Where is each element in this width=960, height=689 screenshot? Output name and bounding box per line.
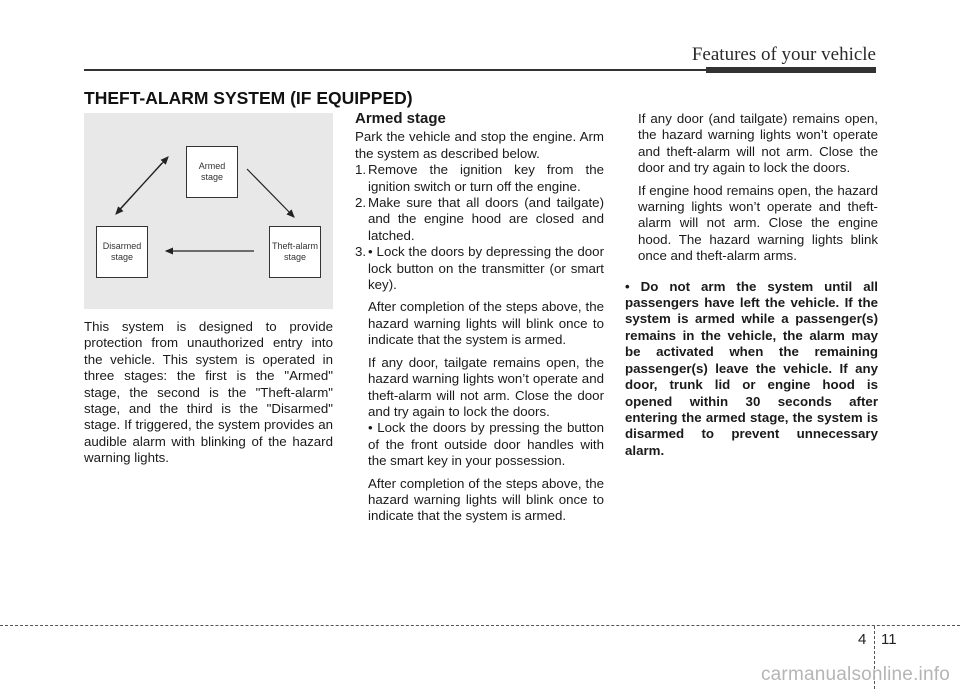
armed-stage-box	[186, 146, 238, 198]
step-1	[355, 162, 604, 195]
step-1-number: 1.	[355, 162, 367, 178]
step-3-number: 3.	[355, 244, 367, 260]
armed-stage-heading: Armed stage	[355, 110, 446, 127]
arrow-armed-to-disarmed	[116, 163, 162, 214]
armed-stage-label: Armed stage	[198, 161, 226, 182]
step-3-bullet-b: • Lock the doors by pressing the button of the front outside door handles with the smart key in your possession.	[368, 420, 604, 469]
footer-rule	[0, 625, 960, 626]
chapter-number: 4	[858, 631, 867, 648]
after-steps-b: After completion of the steps above, the hazard warning lights will blink once to indicate that the system is armed.	[368, 475, 604, 524]
armed-stage-column	[355, 111, 604, 525]
disarmed-stage-label: Disarmed stage	[102, 241, 142, 262]
warning-note: • Do not arm the system until all passengers have left the vehicle. If the system is armed while a passenger(s) remains in the vehicle, the alarm may be activated when the remaining passenger(s) leave the vehicle. If any door, trunk lid or engine hood is opened within 30 seconds after entering the armed stage, the system is disarmed to prevent unnecessary alarm.	[625, 278, 878, 458]
disarmed-stage-box	[96, 226, 148, 278]
alarm-stage-diagram	[84, 113, 333, 309]
step-1-text: Remove the ignition key from the ignition switch or turn off the engine.	[368, 162, 604, 194]
armed-lead: Park the vehicle and stop the engine. Arm the system as described below.	[355, 129, 604, 161]
door-open-note: If any door (and tailgate) remains open, the hazard warning lights won’t operate and theft-alarm will not arm. Close the door and try again to lock the doors.	[638, 111, 878, 176]
step-2	[355, 195, 604, 244]
step-3-bullet-a: • Lock the doors by depressing the door lock button on the transmitter (or smart key).	[368, 244, 604, 293]
arrow-armed-to-theft	[247, 169, 294, 217]
diagram-arrows	[84, 113, 333, 309]
step-2-text: Make sure that all doors (and tailgate) and the engine hood are closed and latched.	[368, 195, 604, 243]
door-open-note-a: If any door, tailgate remains open, the hazard warning lights won’t operate and theft-alarm will not arm. Close the door and try again to lock the doors.	[368, 354, 604, 419]
hood-open-note: If engine hood remains open, the hazard warning lights won’t operate and theft-alarm will not arm. Close the engine hood. The hazard warning lights blink once and theft-alarm arms.	[638, 182, 878, 264]
theft-alarm-stage-box	[269, 226, 321, 278]
step-3	[355, 244, 604, 293]
step-2-number: 2.	[355, 195, 367, 211]
header-title: Features of your vehicle	[691, 44, 876, 65]
intro-paragraph: This system is designed to provide protection from unauthorized entry into the vehicle. This system is operated in three stages: the first is the "Armed" stage, the second is the "Theft-alarm" stage, and the third is the "Disarmed" stage. If triggered, the system provides an audible alarm with blinking of the hazard warning lights.	[84, 319, 333, 466]
intro-column	[84, 319, 333, 467]
watermark: carmanualsonline.info	[760, 664, 950, 685]
header-rule	[84, 69, 708, 71]
after-steps-a: After completion of the steps above, the hazard warning lights will blink once to indicate that the system is armed.	[368, 299, 604, 348]
section-title: THEFT-ALARM SYSTEM (IF EQUIPPED)	[84, 88, 413, 108]
page-number: 11	[881, 631, 897, 648]
theft-alarm-stage-label: Theft-alarm stage	[271, 241, 318, 262]
right-column	[625, 111, 878, 459]
header-bar	[706, 67, 876, 73]
